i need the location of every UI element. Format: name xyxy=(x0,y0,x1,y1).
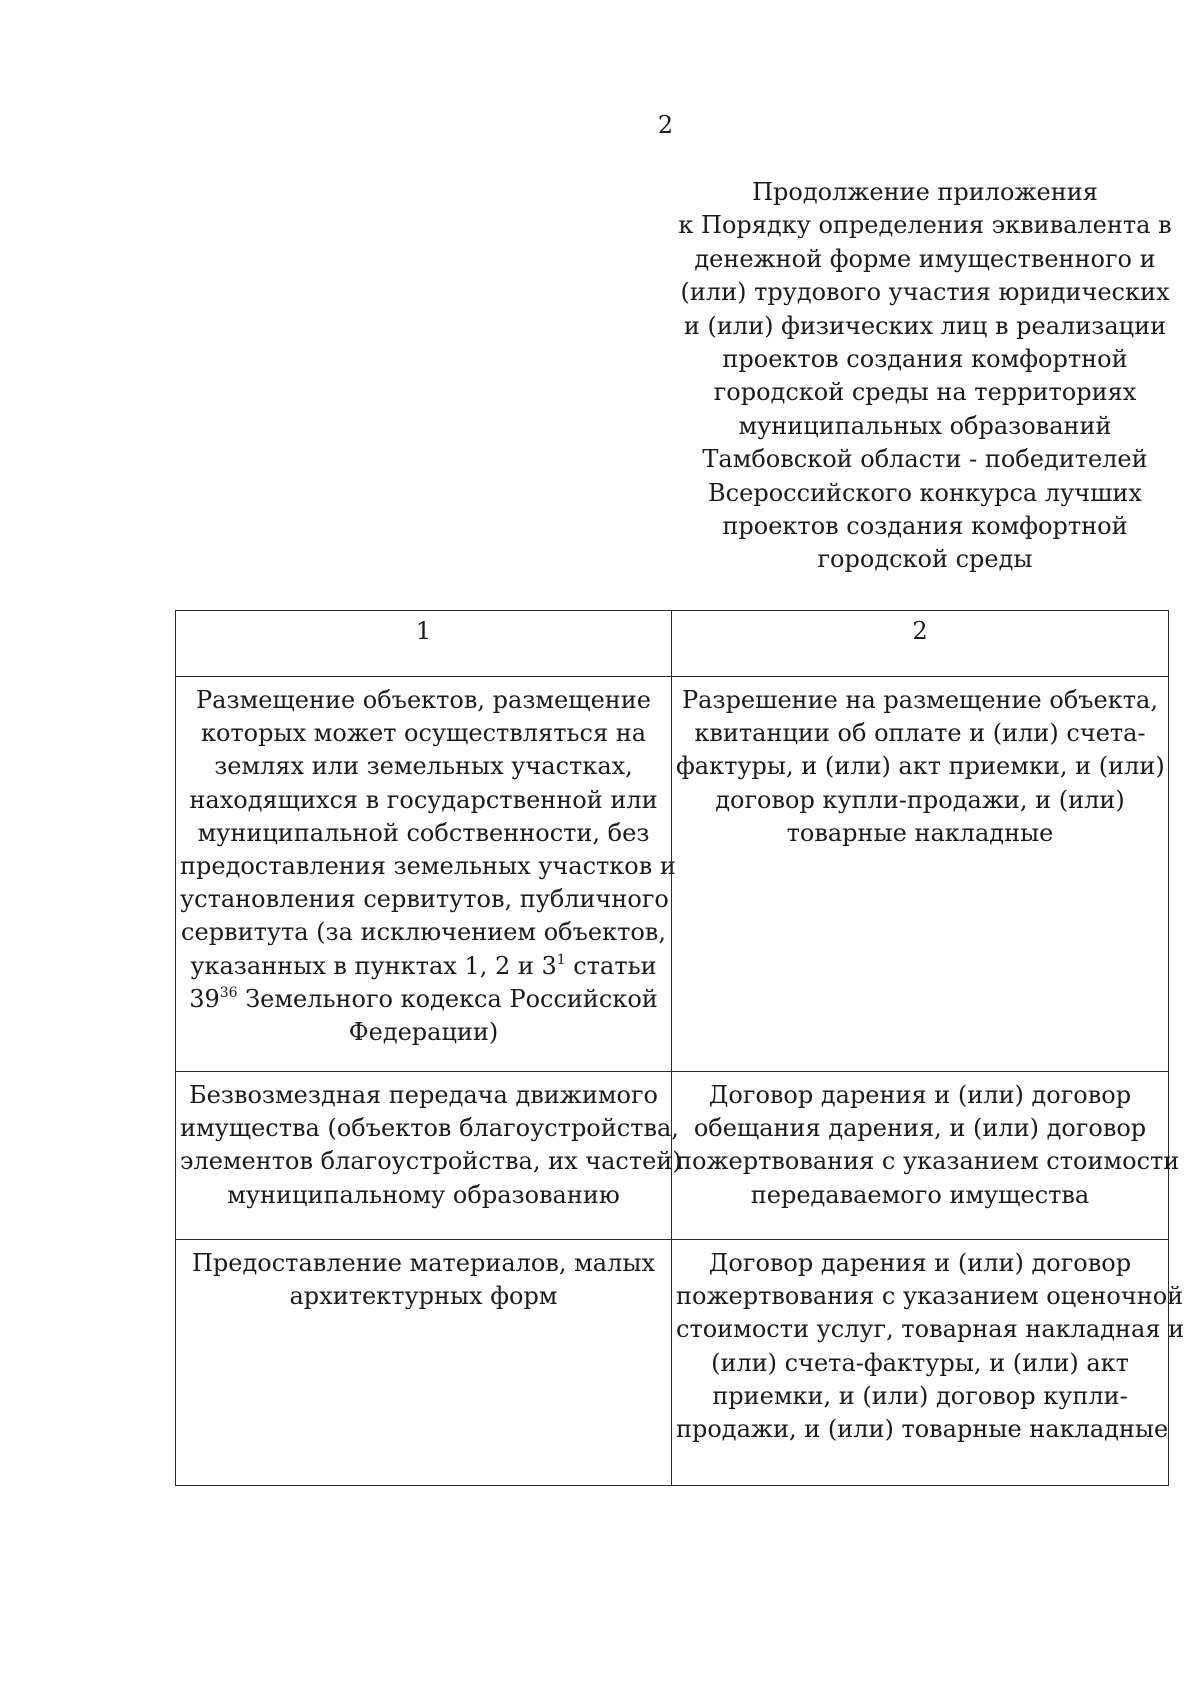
cell-line: элементов благоустройства, их частей) xyxy=(180,1147,682,1176)
document-table xyxy=(175,610,1185,1486)
header-line: проектов создания комфортной xyxy=(722,345,1128,374)
cell-line: передаваемого имущества xyxy=(750,1180,1090,1209)
text-fragment: Земельного кодекса Российской xyxy=(237,984,658,1013)
header-line: к Порядку определения эквивалента в xyxy=(678,211,1172,240)
cell-line xyxy=(180,950,667,983)
cell-line: находящихся в государственной или xyxy=(189,785,658,814)
table-row xyxy=(176,1072,1169,1240)
table-cell-documents xyxy=(672,1072,1180,1240)
cell-line: квитанции об оплате и (или) счета- xyxy=(694,719,1146,748)
cell-line: договор купли-продажи, и (или) xyxy=(715,785,1125,814)
header-line: муниципальных образований xyxy=(738,411,1112,440)
table-cell-activity xyxy=(176,677,676,1072)
cell-line: Договор дарения и (или) договор xyxy=(708,1081,1132,1109)
table-cell-documents xyxy=(672,1240,1185,1486)
cell-line: предоставления земельных участков и xyxy=(180,852,676,881)
cell-line: которых может осуществляться на xyxy=(200,719,647,748)
cell-line: обещания дарения, и (или) договор xyxy=(693,1114,1147,1143)
cell-line: стоимости услуг, товарная накладная и xyxy=(676,1315,1185,1344)
table-row xyxy=(176,1240,1169,1486)
cell-line: муниципальному образованию xyxy=(227,1180,620,1209)
table-cell-activity xyxy=(176,1240,672,1486)
superscript: 1 xyxy=(556,951,566,968)
cell-line: продажи, и (или) товарные накладные xyxy=(676,1415,1169,1444)
table-row xyxy=(176,677,1169,1072)
table-header-row xyxy=(176,611,1169,677)
text-fragment: статьи xyxy=(565,951,657,980)
text-fragment: 39 xyxy=(189,984,220,1013)
cell-line: архитектурных форм xyxy=(289,1282,558,1311)
cell-line: Договор дарения и (или) договор xyxy=(708,1249,1132,1277)
cell-line: пожертвования с указанием стоимости xyxy=(676,1147,1180,1176)
header-line: проектов создания комфортной xyxy=(722,512,1128,541)
page-number: 2 xyxy=(657,111,674,139)
header-line: (или) трудового участия юридических xyxy=(680,278,1170,307)
superscript: 36 xyxy=(219,984,238,1001)
header-line: Всероссийского конкурса лучших xyxy=(708,478,1142,507)
cell-line: Безвозмездная передача движимого xyxy=(189,1081,658,1109)
cell-line: товарные накладные xyxy=(786,818,1054,847)
cell-line: муниципальной собственности, без xyxy=(197,818,650,847)
header-line: городской среды xyxy=(817,545,1033,574)
cell-line: приемки, и (или) договор купли- xyxy=(712,1381,1128,1410)
header-line: и (или) физических лиц в реализации xyxy=(683,311,1167,340)
header-line: Тамбовской области - победителей xyxy=(702,445,1148,474)
cell-line: (или) счета-фактуры, и (или) акт xyxy=(711,1348,1129,1377)
table-cell-documents xyxy=(672,677,1169,1072)
cell-line: пожертвования с указанием оценочной xyxy=(676,1282,1184,1311)
cell-line xyxy=(180,983,667,1016)
cell-line: землях или земельных участках, xyxy=(214,752,633,781)
appendix-header xyxy=(660,176,1190,577)
cell-line: имущества (объектов благоустройства, xyxy=(180,1114,679,1143)
cell-line: Федерации) xyxy=(348,1018,499,1047)
table-cell-activity xyxy=(176,1072,682,1240)
column-header-2: 2 xyxy=(672,611,1169,677)
cell-line: Предоставление материалов, малых xyxy=(192,1249,655,1277)
text-fragment: указанных в пунктах 1, 2 и 3 xyxy=(190,951,557,980)
header-line: Продолжение приложения xyxy=(752,178,1098,206)
cell-line: установления сервитутов, публичного xyxy=(180,885,669,914)
header-line: денежной форме имущественного и xyxy=(694,244,1156,273)
cell-line: сервитута (за исключением объектов, xyxy=(181,918,666,947)
cell-line: Размещение объектов, размещение xyxy=(196,686,651,714)
cell-line: Разрешение на размещение объекта, xyxy=(682,686,1158,714)
header-line: городской среды на территориях xyxy=(713,378,1137,407)
cell-line: фактуры, и (или) акт приемки, и (или) xyxy=(676,752,1165,781)
column-header-1: 1 xyxy=(176,611,672,677)
